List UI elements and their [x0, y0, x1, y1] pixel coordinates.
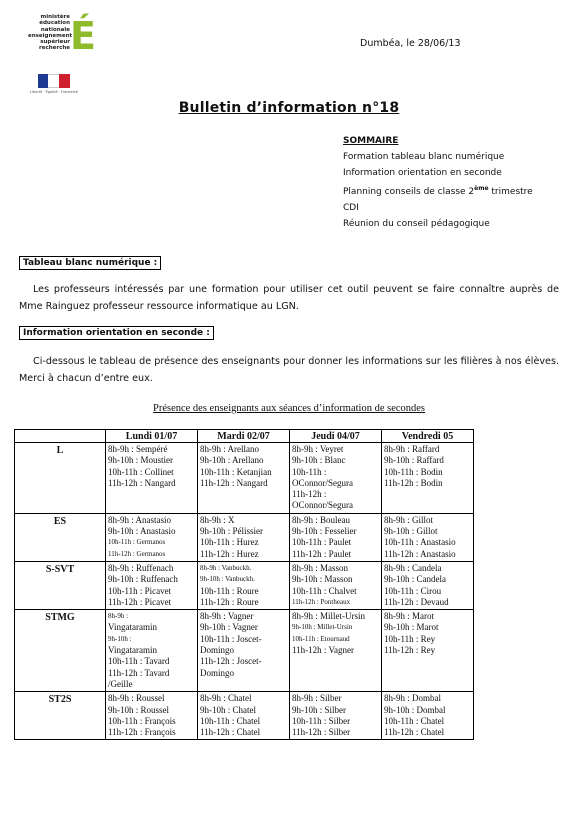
schedule-line: 11h-12h : Anastasio [384, 548, 456, 559]
schedule-line: 9h-10h : Roussel [108, 704, 170, 715]
schedule-line: 11h-12h : Hurez [200, 548, 259, 559]
row-header: L [15, 443, 106, 514]
schedule-cell [106, 443, 198, 514]
schedule-line: 8h-9h : [108, 612, 129, 621]
sommaire-item-sup: ème [474, 185, 489, 193]
schedule-line: 10h-11h : Anastasio [384, 537, 456, 548]
schedule-line: 9h-10h : Masson [292, 574, 353, 585]
sommaire-item-tail: trimestre [488, 187, 533, 198]
schedule-line: 9h-10h : Marot [384, 622, 439, 633]
schedule-line: 10h-11h : Joscet- [200, 633, 262, 644]
schedule-cell [290, 610, 382, 692]
schedule-line: 11h-12h : Devaud [384, 596, 449, 607]
schedule-line: 11h-12h : Nangard [200, 477, 268, 488]
schedule-line: 10h-11h : Etournaud [292, 634, 350, 643]
schedule-line: 9h-10h : Candela [384, 574, 446, 585]
schedule-line: 11h-12h : Nangard [108, 477, 176, 488]
schedule-line: 10h-11h : [292, 466, 327, 477]
schedule-line: 10h-11h : Hurez [200, 537, 259, 548]
column-header: Jeudi 04/07 [290, 430, 382, 443]
schedule-line: 11h-12h : Chatel [384, 727, 445, 738]
sommaire-item: Formation tableau blanc numérique [343, 151, 505, 162]
schedule-line: 9h-10h : Pélissier [200, 526, 263, 537]
logo-line: supérieur [40, 39, 70, 46]
ministry-logo [28, 14, 100, 94]
schedule-line: 8h-9h : Bouleau [292, 514, 350, 525]
schedule-line: 10h-11h : Picavet [108, 585, 172, 596]
schedule-line: 8h-9h : Masson [292, 562, 348, 573]
schedule-line: 9h-10h : Dombal [384, 704, 446, 715]
table-header-row [15, 430, 474, 443]
schedule-line: 9h-10h : Ruffenach [108, 574, 178, 585]
sommaire-item: Réunion du conseil pédagogique [343, 218, 490, 229]
logo-line: éducation [39, 20, 70, 27]
flag-caption: Liberté · Égalité · Fraternité [30, 90, 78, 94]
schedule-line: 11h-12h : Germanos [108, 549, 166, 558]
schedule-cell [106, 692, 198, 740]
schedule-cell [290, 513, 382, 561]
logo-line: nationale [40, 26, 70, 33]
schedule-line: OConnor/Segura [292, 477, 353, 488]
table-row [15, 692, 474, 740]
table-row [15, 561, 474, 609]
column-header [15, 430, 106, 443]
document-date: Dumbéa, le 28/06/13 [360, 38, 461, 49]
schedule-line: 11h-12h : Picavet [108, 596, 172, 607]
schedule-line: 10h-11h : Rey [384, 633, 436, 644]
schedule-cell [290, 443, 382, 514]
schedule-line: 8h-9h : Candela [384, 562, 442, 573]
schedule-line: /Geille [108, 678, 133, 689]
schedule-line: 8h-9h : Dombal [384, 693, 441, 704]
schedule-cell [106, 513, 198, 561]
schedule-line: Domingo [200, 667, 235, 678]
schedule-line: 10h-11h : Bodin [384, 466, 443, 477]
table-row [15, 610, 474, 692]
schedule-line: 9h-10h : Silber [292, 704, 346, 715]
sommaire-heading: SOMMAIRE [343, 136, 399, 146]
schedule-cell [382, 513, 474, 561]
schedule-cell [290, 692, 382, 740]
logo-line: ministère [40, 14, 70, 20]
schedule-line: OConnor/Segura [292, 500, 353, 511]
schedule-line: 9h-10h : [108, 634, 132, 643]
schedule-line: 10h-11h : Germanos [108, 538, 166, 547]
presence-table [14, 429, 474, 740]
schedule-line: 8h-9h : Marot [384, 611, 434, 622]
schedule-line: 8h-9h : Arellano [200, 444, 259, 454]
schedule-line: 9h-10h : Millet-Ursin [292, 623, 353, 632]
schedule-line: 9h-10h : Blanc [292, 455, 346, 466]
schedule-cell [198, 513, 290, 561]
schedule-line: 8h-9h : Anastasio [108, 514, 171, 525]
row-header: STMG [15, 610, 106, 692]
schedule-line: 10h-11h : Chatel [200, 715, 261, 726]
page-title: Bulletin d’information n°18 [178, 100, 400, 116]
schedule-line: 11h-12h : Joscet- [200, 656, 262, 667]
logo-line: enseignement [28, 32, 73, 39]
section-text-orientation: Ci-dessous le tableau de présence des enseignants pour donner les informations sur les filières à nos élèves. Merci à chacun d’entre eux. [19, 356, 559, 384]
schedule-line: 9h-10h : Anastasio [108, 526, 176, 537]
logo-line: recherche [39, 45, 70, 52]
schedule-cell [382, 692, 474, 740]
schedule-line: Domingo [200, 645, 235, 656]
schedule-line: 11h-12h : [292, 489, 327, 500]
schedule-line: 11h-12h : Pontheaux [292, 597, 351, 606]
column-header: Lundi 01/07 [106, 430, 198, 443]
schedule-line: 10h-11h : Cirou [384, 585, 442, 596]
sommaire [343, 134, 533, 233]
schedule-line: 8h-9h : Veyret [292, 444, 344, 454]
schedule-line: 9h-10h : Fesselier [292, 526, 357, 537]
schedule-line: 8h-9h : Gillot [384, 514, 433, 525]
schedule-line: 8h-9h : Silber [292, 693, 342, 704]
schedule-line: 11h-12h : Rey [384, 645, 436, 656]
ministry-logo-text [28, 14, 73, 52]
schedule-line: 10h-11h : François [108, 715, 176, 726]
table-caption: Présence des enseignants aux séances d’information de secondes [152, 403, 426, 414]
schedule-line: 10h-11h : Paulet [292, 537, 352, 548]
schedule-line: 8h-9h : Sempéré [108, 444, 168, 454]
table-row [15, 443, 474, 514]
schedule-line: 10h-11h : Chatel [384, 715, 445, 726]
column-header: Mardi 02/07 [198, 430, 290, 443]
schedule-line: 11h-12h : Paulet [292, 548, 352, 559]
schedule-line: 10h-11h : Chalvet [292, 585, 357, 596]
schedule-line: 11h-12h : Bodin [384, 477, 443, 488]
column-header: Vendredi 05 [382, 430, 474, 443]
row-header: ES [15, 513, 106, 561]
french-flag-icon [38, 74, 70, 88]
logo-e-mark: É [70, 14, 96, 58]
schedule-line: Vingataramin [108, 645, 157, 656]
section-label-orientation: Information orientation en seconde : [19, 326, 214, 340]
schedule-cell [106, 610, 198, 692]
schedule-line: Vingataramin [108, 622, 157, 633]
schedule-line: 8h-9h : Ruffenach [108, 562, 174, 573]
schedule-cell [382, 561, 474, 609]
schedule-line: 10h-11h : Roure [200, 585, 259, 596]
schedule-cell [198, 692, 290, 740]
section-text-tableau: Les professeurs intéressés par une formation pour utiliser cet outil peuvent se faire connaître auprès de Mme Rainguez professeur ressource informatique au LGN. [19, 284, 559, 312]
schedule-cell [382, 610, 474, 692]
schedule-line: 10h-11h : Silber [292, 715, 351, 726]
schedule-cell [290, 561, 382, 609]
schedule-cell [198, 610, 290, 692]
sommaire-item: CDI [343, 203, 359, 214]
sommaire-item [343, 181, 533, 201]
schedule-line: 10h-11h : Collinet [108, 466, 174, 477]
schedule-line: 11h-12h : Tavard [108, 667, 170, 678]
schedule-line: 9h-10h : Moustier [108, 455, 173, 466]
row-header: S-SVT [15, 561, 106, 609]
schedule-line: 8h-9h : Millet-Ursin [292, 611, 365, 622]
section-label-tableau: Tableau blanc numérique : [19, 256, 161, 270]
schedule-cell [198, 443, 290, 514]
table-row [15, 513, 474, 561]
schedule-line: 8h-9h : Chatel [200, 693, 252, 704]
schedule-line: 9h-10h : Vanbuckh. [200, 575, 255, 584]
schedule-line: 10h-11h : Tavard [108, 656, 170, 667]
schedule-line: 11h-12h : Vagner [292, 645, 354, 656]
row-header: ST2S [15, 692, 106, 740]
schedule-line: 9h-10h : Arellano [200, 455, 264, 466]
schedule-line: 8h-9h : Roussel [108, 693, 165, 704]
schedule-line: 9h-10h : Vagner [200, 622, 258, 633]
schedule-line: 11h-12h : François [108, 727, 176, 738]
schedule-cell [382, 443, 474, 514]
sommaire-item-text: Planning conseils de classe 2 [343, 187, 475, 198]
schedule-line: 8h-9h : Raffard [384, 444, 440, 454]
schedule-line: 9h-10h : Raffard [384, 455, 444, 466]
schedule-line: 8h-9h : Vagner [200, 611, 254, 622]
schedule-line: 10h-11h : Ketanjian [200, 466, 272, 477]
schedule-line: 11h-12h : Silber [292, 727, 351, 738]
schedule-line: 11h-12h : Chatel [200, 727, 261, 738]
schedule-line: 9h-10h : Gillot [384, 526, 438, 537]
schedule-line: 11h-12h : Roure [200, 596, 259, 607]
schedule-line: 8h-9h : X [200, 514, 235, 525]
sommaire-item: Information orientation en seconde [343, 167, 502, 178]
schedule-line: 8h-9h : Vanbuckh. [200, 563, 252, 572]
schedule-cell [198, 561, 290, 609]
schedule-line: 9h-10h : Chatel [200, 704, 256, 715]
schedule-cell [106, 561, 198, 609]
